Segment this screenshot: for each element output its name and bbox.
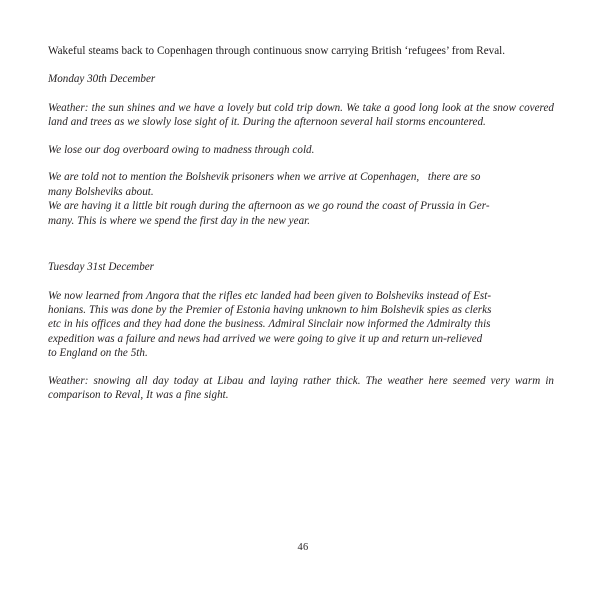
- spacer: [48, 157, 554, 170]
- entry-monday-paragraph-weather: Weather: the sun shines and we have a lovely but cold trip down. We take a good long look at the snow covered land and trees as we slowly lose sight of it. During the afternoon several hail storms encountered.: [48, 101, 554, 129]
- split-line: etc in his offices and they had done the business. Λdmiral Sinclair now informed the Λdmiralty this: [48, 318, 491, 331]
- split-line: many. This is where we spend the first day in the new year.: [48, 214, 311, 227]
- spacer: [48, 361, 554, 374]
- entry-heading-tuesday: Tuesday 31st December: [48, 261, 154, 274]
- spacer: [48, 275, 554, 289]
- split-line: to England on the 5th.: [48, 347, 148, 360]
- split-line: expedition was a failure and news had arrived we were going to give it up and return un-relieved: [48, 332, 483, 345]
- entry-monday-split-block: [48, 170, 554, 228]
- entry-tuesday-paragraph-weather: Weather: snowing all day today at Libau and laying rather thick. The weather here seemed very warm in comparison to Reval, It was a fine sight.: [48, 374, 554, 402]
- entry-tuesday-split-block: [48, 289, 554, 361]
- page-number: 46: [297, 542, 309, 553]
- spacer: [48, 58, 554, 72]
- text-column: [48, 44, 554, 403]
- split-line: We are having it a little bit rough during the afternoon as we go round the coast of Prussia in Ger-: [48, 200, 490, 213]
- opening-paragraph: Wakeful steams back to Copenhagen through continuous snow carrying British ‘refugees’ from Reval.: [48, 45, 506, 57]
- entry-heading-monday: Monday 30th December: [48, 73, 156, 86]
- split-line: honians. This was done by the Premier of Estonia having unknown to him Bolshevik spies as clerks: [48, 303, 492, 316]
- split-line: We are told not to mention the Bolshevik prisoners when we arrive at Copenhagen, there are so: [48, 171, 481, 184]
- split-line: many Bolsheviks about.: [48, 185, 154, 198]
- spacer: [48, 87, 554, 101]
- spacer: [48, 130, 554, 143]
- split-line: We now learned from Λngora that the rifles etc landed had been given to Bolsheviks instead of Est-: [48, 289, 492, 302]
- spacer: [48, 228, 554, 260]
- entry-monday-paragraph-dog: We lose our dog overboard owing to madness through cold.: [48, 143, 315, 156]
